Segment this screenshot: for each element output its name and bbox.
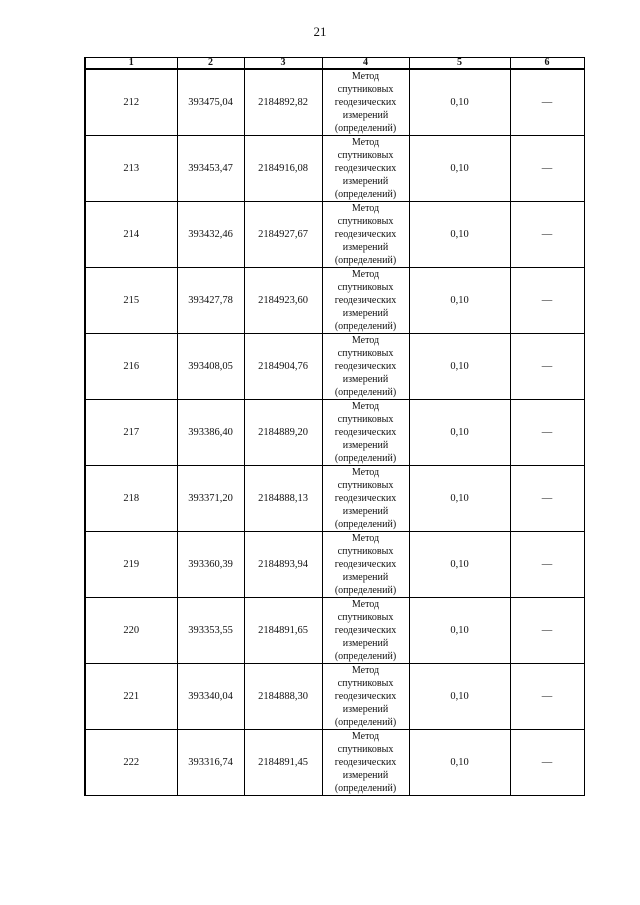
method-line: спутниковых [337, 612, 394, 623]
accuracy-cell: 0,10 [409, 334, 510, 400]
table-row [85, 532, 584, 598]
method-line: геодезических [334, 493, 397, 504]
y-coordinate-cell: 2184916,08 [244, 136, 322, 202]
table-row [85, 334, 584, 400]
accuracy-cell: 0,10 [409, 466, 510, 532]
method-line: измерений [342, 638, 389, 649]
note-cell: — [510, 730, 584, 796]
point-number-cell: 222 [85, 730, 177, 796]
column-header-5: 5 [409, 58, 510, 70]
method-line: спутниковых [337, 678, 394, 689]
table-row [85, 69, 584, 136]
method-cell [322, 730, 409, 796]
point-number-cell: 221 [85, 664, 177, 730]
method-line: (определений) [334, 255, 397, 266]
method-cell [322, 334, 409, 400]
y-coordinate-cell: 2184891,65 [244, 598, 322, 664]
method-line: геодезических [334, 757, 397, 768]
accuracy-cell: 0,10 [409, 730, 510, 796]
note-cell: — [510, 466, 584, 532]
method-line: (определений) [334, 717, 397, 728]
accuracy-cell: 0,10 [409, 268, 510, 334]
method-line: Метод [351, 533, 380, 544]
method-line: (определений) [334, 585, 397, 596]
method-line: геодезических [334, 559, 397, 570]
method-line: геодезических [334, 97, 397, 108]
accuracy-cell: 0,10 [409, 202, 510, 268]
point-number-cell: 218 [85, 466, 177, 532]
method-line: геодезических [334, 229, 397, 240]
method-line: измерений [342, 704, 389, 715]
method-line: спутниковых [337, 84, 394, 95]
method-line: Метод [351, 269, 380, 280]
method-line: измерений [342, 506, 389, 517]
note-cell: — [510, 268, 584, 334]
point-number-cell: 212 [85, 69, 177, 136]
method-line: геодезических [334, 691, 397, 702]
y-coordinate-cell: 2184889,20 [244, 400, 322, 466]
accuracy-cell: 0,10 [409, 532, 510, 598]
method-line: геодезических [334, 295, 397, 306]
accuracy-cell: 0,10 [409, 400, 510, 466]
page-number: 21 [313, 24, 327, 39]
method-line: измерений [342, 110, 389, 121]
y-coordinate-cell: 2184927,67 [244, 202, 322, 268]
method-cell [322, 598, 409, 664]
note-cell: — [510, 532, 584, 598]
method-line: геодезических [334, 427, 397, 438]
x-coordinate-cell: 393453,47 [177, 136, 244, 202]
x-coordinate-cell: 393340,04 [177, 664, 244, 730]
column-header-1: 1 [85, 58, 177, 70]
y-coordinate-cell: 2184891,45 [244, 730, 322, 796]
y-coordinate-cell: 2184892,82 [244, 69, 322, 136]
table-body [85, 69, 584, 796]
y-coordinate-cell: 2184888,30 [244, 664, 322, 730]
method-line: геодезических [334, 361, 397, 372]
point-number-cell: 219 [85, 532, 177, 598]
note-cell: — [510, 598, 584, 664]
coordinates-table [84, 57, 585, 796]
point-number-cell: 216 [85, 334, 177, 400]
method-line: геодезических [334, 163, 397, 174]
method-line: (определений) [334, 189, 397, 200]
accuracy-cell: 0,10 [409, 69, 510, 136]
note-cell: — [510, 334, 584, 400]
table-row [85, 136, 584, 202]
method-line: (определений) [334, 783, 397, 794]
method-line: Метод [351, 401, 380, 412]
method-line: измерений [342, 176, 389, 187]
method-line: измерений [342, 440, 389, 451]
point-number-cell: 220 [85, 598, 177, 664]
x-coordinate-cell: 393408,05 [177, 334, 244, 400]
x-coordinate-cell: 393371,20 [177, 466, 244, 532]
x-coordinate-cell: 393427,78 [177, 268, 244, 334]
method-line: спутниковых [337, 282, 394, 293]
method-line: (определений) [334, 453, 397, 464]
method-line: Метод [351, 731, 380, 742]
point-number-cell: 214 [85, 202, 177, 268]
method-line: геодезических [334, 625, 397, 636]
column-header-2: 2 [177, 58, 244, 70]
method-line: спутниковых [337, 348, 394, 359]
method-cell [322, 532, 409, 598]
method-cell [322, 202, 409, 268]
method-line: Метод [351, 71, 380, 82]
method-line: (определений) [334, 387, 397, 398]
point-number-cell: 217 [85, 400, 177, 466]
table-row [85, 466, 584, 532]
note-cell: — [510, 202, 584, 268]
column-header-4: 4 [322, 58, 409, 70]
method-cell [322, 136, 409, 202]
method-line: Метод [351, 137, 380, 148]
note-cell: — [510, 136, 584, 202]
method-line: измерений [342, 242, 389, 253]
column-header-6: 6 [510, 58, 584, 70]
x-coordinate-cell: 393386,40 [177, 400, 244, 466]
x-coordinate-cell: 393316,74 [177, 730, 244, 796]
point-number-cell: 215 [85, 268, 177, 334]
table-row [85, 268, 584, 334]
method-line: спутниковых [337, 216, 394, 227]
method-line: спутниковых [337, 480, 394, 491]
method-line: (определений) [334, 651, 397, 662]
method-line: (определений) [334, 321, 397, 332]
method-cell [322, 664, 409, 730]
y-coordinate-cell: 2184888,13 [244, 466, 322, 532]
method-line: спутниковых [337, 546, 394, 557]
method-cell [322, 268, 409, 334]
method-cell [322, 69, 409, 136]
x-coordinate-cell: 393475,04 [177, 69, 244, 136]
method-line: Метод [351, 203, 380, 214]
x-coordinate-cell: 393360,39 [177, 532, 244, 598]
table-row [85, 730, 584, 796]
method-line: Метод [351, 335, 380, 346]
column-header-3: 3 [244, 58, 322, 70]
table-row [85, 664, 584, 730]
note-cell: — [510, 69, 584, 136]
method-line: спутниковых [337, 414, 394, 425]
method-line: Метод [351, 665, 380, 676]
y-coordinate-cell: 2184893,94 [244, 532, 322, 598]
method-line: спутниковых [337, 744, 394, 755]
method-line: Метод [351, 599, 380, 610]
method-line: Метод [351, 467, 380, 478]
method-line: (определений) [334, 519, 397, 530]
accuracy-cell: 0,10 [409, 136, 510, 202]
table-row [85, 400, 584, 466]
y-coordinate-cell: 2184904,76 [244, 334, 322, 400]
method-line: (определений) [334, 123, 397, 134]
method-line: измерений [342, 374, 389, 385]
table-row [85, 202, 584, 268]
x-coordinate-cell: 393432,46 [177, 202, 244, 268]
method-line: спутниковых [337, 150, 394, 161]
method-line: измерений [342, 572, 389, 583]
method-line: измерений [342, 770, 389, 781]
point-number-cell: 213 [85, 136, 177, 202]
table-row [85, 598, 584, 664]
x-coordinate-cell: 393353,55 [177, 598, 244, 664]
accuracy-cell: 0,10 [409, 598, 510, 664]
method-line: измерений [342, 308, 389, 319]
table-header-row [85, 58, 584, 70]
method-cell [322, 466, 409, 532]
method-cell [322, 400, 409, 466]
accuracy-cell: 0,10 [409, 664, 510, 730]
note-cell: — [510, 664, 584, 730]
y-coordinate-cell: 2184923,60 [244, 268, 322, 334]
note-cell: — [510, 400, 584, 466]
